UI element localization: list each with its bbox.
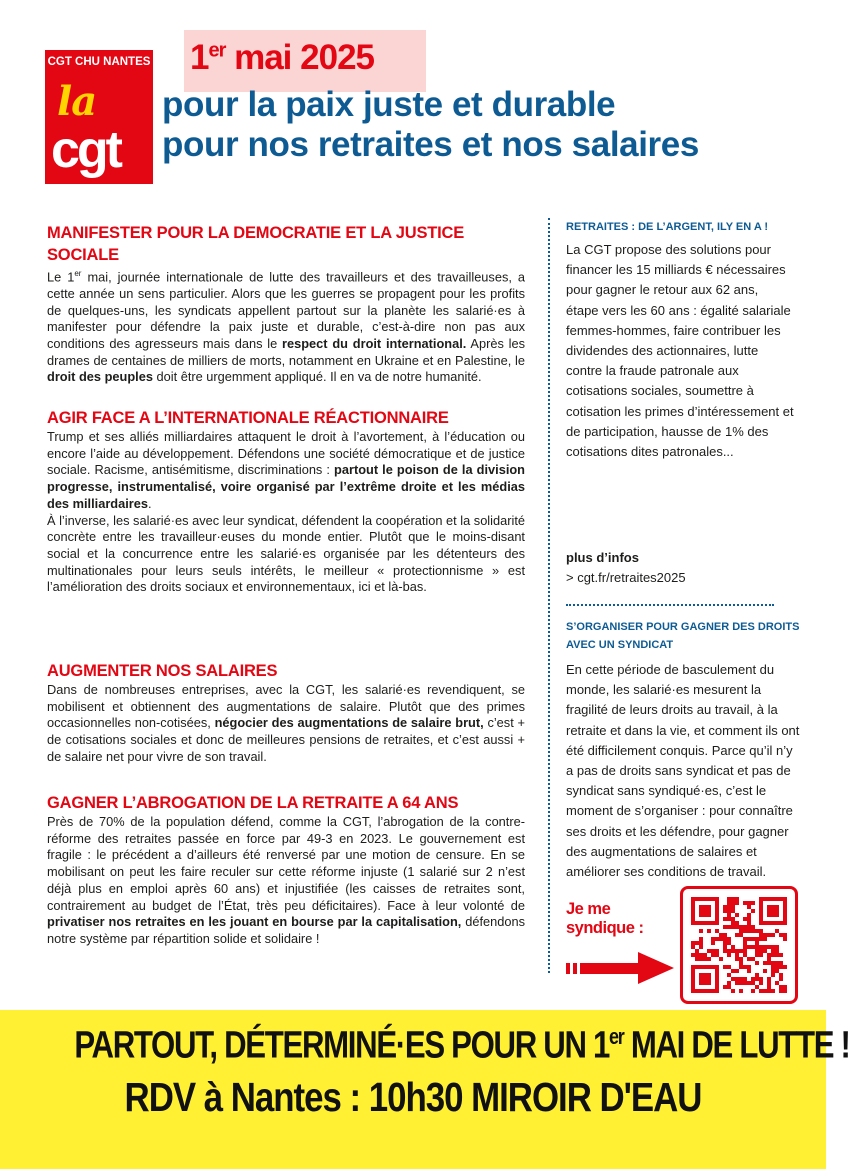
bold-text: partout le poison de la division progresse, instrumentalisé, voire organisé par l’extrême droite et les médias des milliardaires (47, 462, 526, 511)
sidebar-title: S’ORGANISER POUR GAGNER DES DROITS AVEC UN SYNDICAT (566, 621, 800, 651)
section-title: MANIFESTER POUR LA DEMOCRATIE ET LA JUSTICE SOCIALE (47, 224, 465, 264)
headline-line-1: pour la paix juste et durable (162, 85, 616, 124)
sidebar-separator (566, 604, 774, 606)
bold-text: respect du droit international. (282, 336, 467, 352)
sidebar-syndicat (566, 618, 802, 882)
bold-text: droit des peuples (47, 369, 153, 385)
section-paragraph (47, 266, 525, 386)
more-info (566, 548, 686, 588)
text-sup: er (74, 269, 82, 278)
section-paragraph (47, 429, 525, 513)
cgt-logo (45, 50, 153, 184)
date-sup: er (208, 39, 226, 62)
date-day: 1 (190, 38, 209, 77)
sidebar (566, 218, 800, 880)
sidebar-paragraph: En cette période de basculement du monde, les salarié·es mesurent la fragilité de leurs droits au travail, à la retraite et dans la vie, et comment ils ont été difficilement conquis. Parce qu’il n’y a pas de droits sans syndicat et pas de syndicat sans syndiqué·es, c’est le moment de s’organiser : pour connaître ses droits et les défendre, pour gagner des augmentations de salaires et améliorer ses conditions de travail. (566, 662, 800, 880)
section-salaires (47, 660, 525, 766)
text: Le 1 (47, 269, 75, 285)
event-date (190, 38, 374, 78)
section-title: AGIR FACE A L’INTERNATIONALE RÉACTIONNAIRE (47, 409, 449, 427)
text: défendons notre système par répartition solide et solidaire ! (47, 914, 525, 946)
qr-code[interactable] (680, 886, 798, 1004)
right-arrow-icon (566, 948, 678, 988)
sidebar-paragraph: La CGT propose des solutions pour financer les 15 milliards € nécessaires pour gagner le retour aux 62 ans, étape vers les 60 ans : égalité salariale femmes-hommes, faire contribuer les dividendes des actionnaires, lutte contre la fraude patronale aux cotisations sociales, soumettre à cotisation les primes d’intéressement et de participation, hausse de 1% des cotisations dites patronales... (566, 242, 794, 460)
bold-text: négocier des augmentations de salaire brut, (214, 715, 484, 731)
page-headline (162, 85, 699, 165)
section-paragraph (47, 814, 525, 948)
text: PARTOUT, DÉTERMINÉ·ES POUR UN 1 (74, 1024, 610, 1067)
logo-org-label: CGT CHU NANTES (47, 56, 151, 68)
text: mai, journée internationale de lutte des travailleurs et des travailleuses, a cette année un sens particulier. Alors que les guerres se propagent pour les profits de quelques-uns, les syndicats appellent partout sur la planète les salarié·es à manifester pour défendre la paix juste et durable, c’est-à-dire non pas aux conditions des agresseurs mais dans le (47, 269, 525, 352)
sidebar-retraites (566, 218, 794, 462)
banner-line-1 (74, 1024, 850, 1068)
text: . (148, 495, 152, 511)
logo-la-text: la (57, 78, 97, 125)
text: c’est + de cotisations sociales et donc de meilleures pensions de retraites, et c’est aussi + de salaire net pour vivre de son travail. (47, 715, 525, 764)
call-to-action-banner (0, 1010, 850, 1169)
section-internationale (47, 407, 525, 596)
text: doit être urgemment appliqué. Il en va de notre humanité. (152, 369, 482, 385)
text: Dans de nombreuses entreprises, avec la CGT, les salarié·es revendiquent, se mobilisent et obtiennent des augmentations de salaire. Plutôt que des primes occasionnelles non-cotisées, (47, 682, 525, 731)
text: MAI DE LUTTE ! (623, 1024, 850, 1067)
logo-cgt-text: cgt (51, 121, 120, 179)
bold-text: privatiser nos retraites en les jouant en bourse par la capitalisation, (47, 914, 462, 930)
join-label: Je me syndique : (566, 900, 644, 937)
text: Après les drames de centaines de milliers de morts, notamment en Ukraine et en Palestine, le (47, 336, 526, 368)
sidebar-title: RETRAITES : DE L’ARGENT, ILY EN A ! (566, 221, 769, 233)
section-paragraph: À l’inverse, les salarié·es avec leur syndicat, défendent la coopération et la solidarité concrète entre les travailleur·euses du monde entier. Plutôt que le moins-disant social et la concurrence entre les salarié·es organisée par les détenteurs des multinationales pour leurs seuls intérêts, le meilleur « protectionnisme » est l’amélioration des droits sociaux et environnementaux, ici et là-bas. (47, 512, 526, 595)
qr-code-icon (691, 897, 787, 993)
section-paragraph (47, 682, 525, 766)
date-month-year: mai 2025 (225, 38, 374, 77)
section-title: GAGNER L’ABROGATION DE LA RETRAITE A 64 ANS (47, 794, 459, 812)
section-democratie (47, 222, 525, 386)
section-retraite (47, 792, 525, 948)
headline-line-2: pour nos retraites et nos salaires (162, 125, 699, 164)
section-title: AUGMENTER NOS SALAIRES (47, 662, 278, 680)
more-info-link[interactable]: > cgt.fr/retraites2025 (566, 570, 686, 585)
text-sup: er (609, 1024, 624, 1049)
more-info-label: plus d’infos (566, 550, 639, 565)
column-divider (548, 218, 550, 973)
text: Près de 70% de la population défend, comme la CGT, l’abrogation de la contre-réforme des retraites passée en force par 49-3 en 2023. Le gouvernement est fragile : le précédent a d’ailleurs été renversé par une motion de censure. En se mobilisant on peut les faire reculer sur cette réforme injuste (1 salarié sur 2 n’est déjà plus en emploi après 60 ans) et injustifiée (les caisses de retraites sont, contrairement au budget de l’État, très peu déficitaires). Face à leur volonté de (47, 814, 525, 913)
text: Trump et ses alliés milliardaires attaquent le droit à l’avortement, à l’éducation ou encore l’aide au développement. Défendons une société démocratique et de justice sociale. Racisme, antisémitisme, discriminations : (47, 429, 525, 478)
banner-line-2: RDV à Nantes : 10h30 MIROIR D'EAU (124, 1074, 702, 1120)
